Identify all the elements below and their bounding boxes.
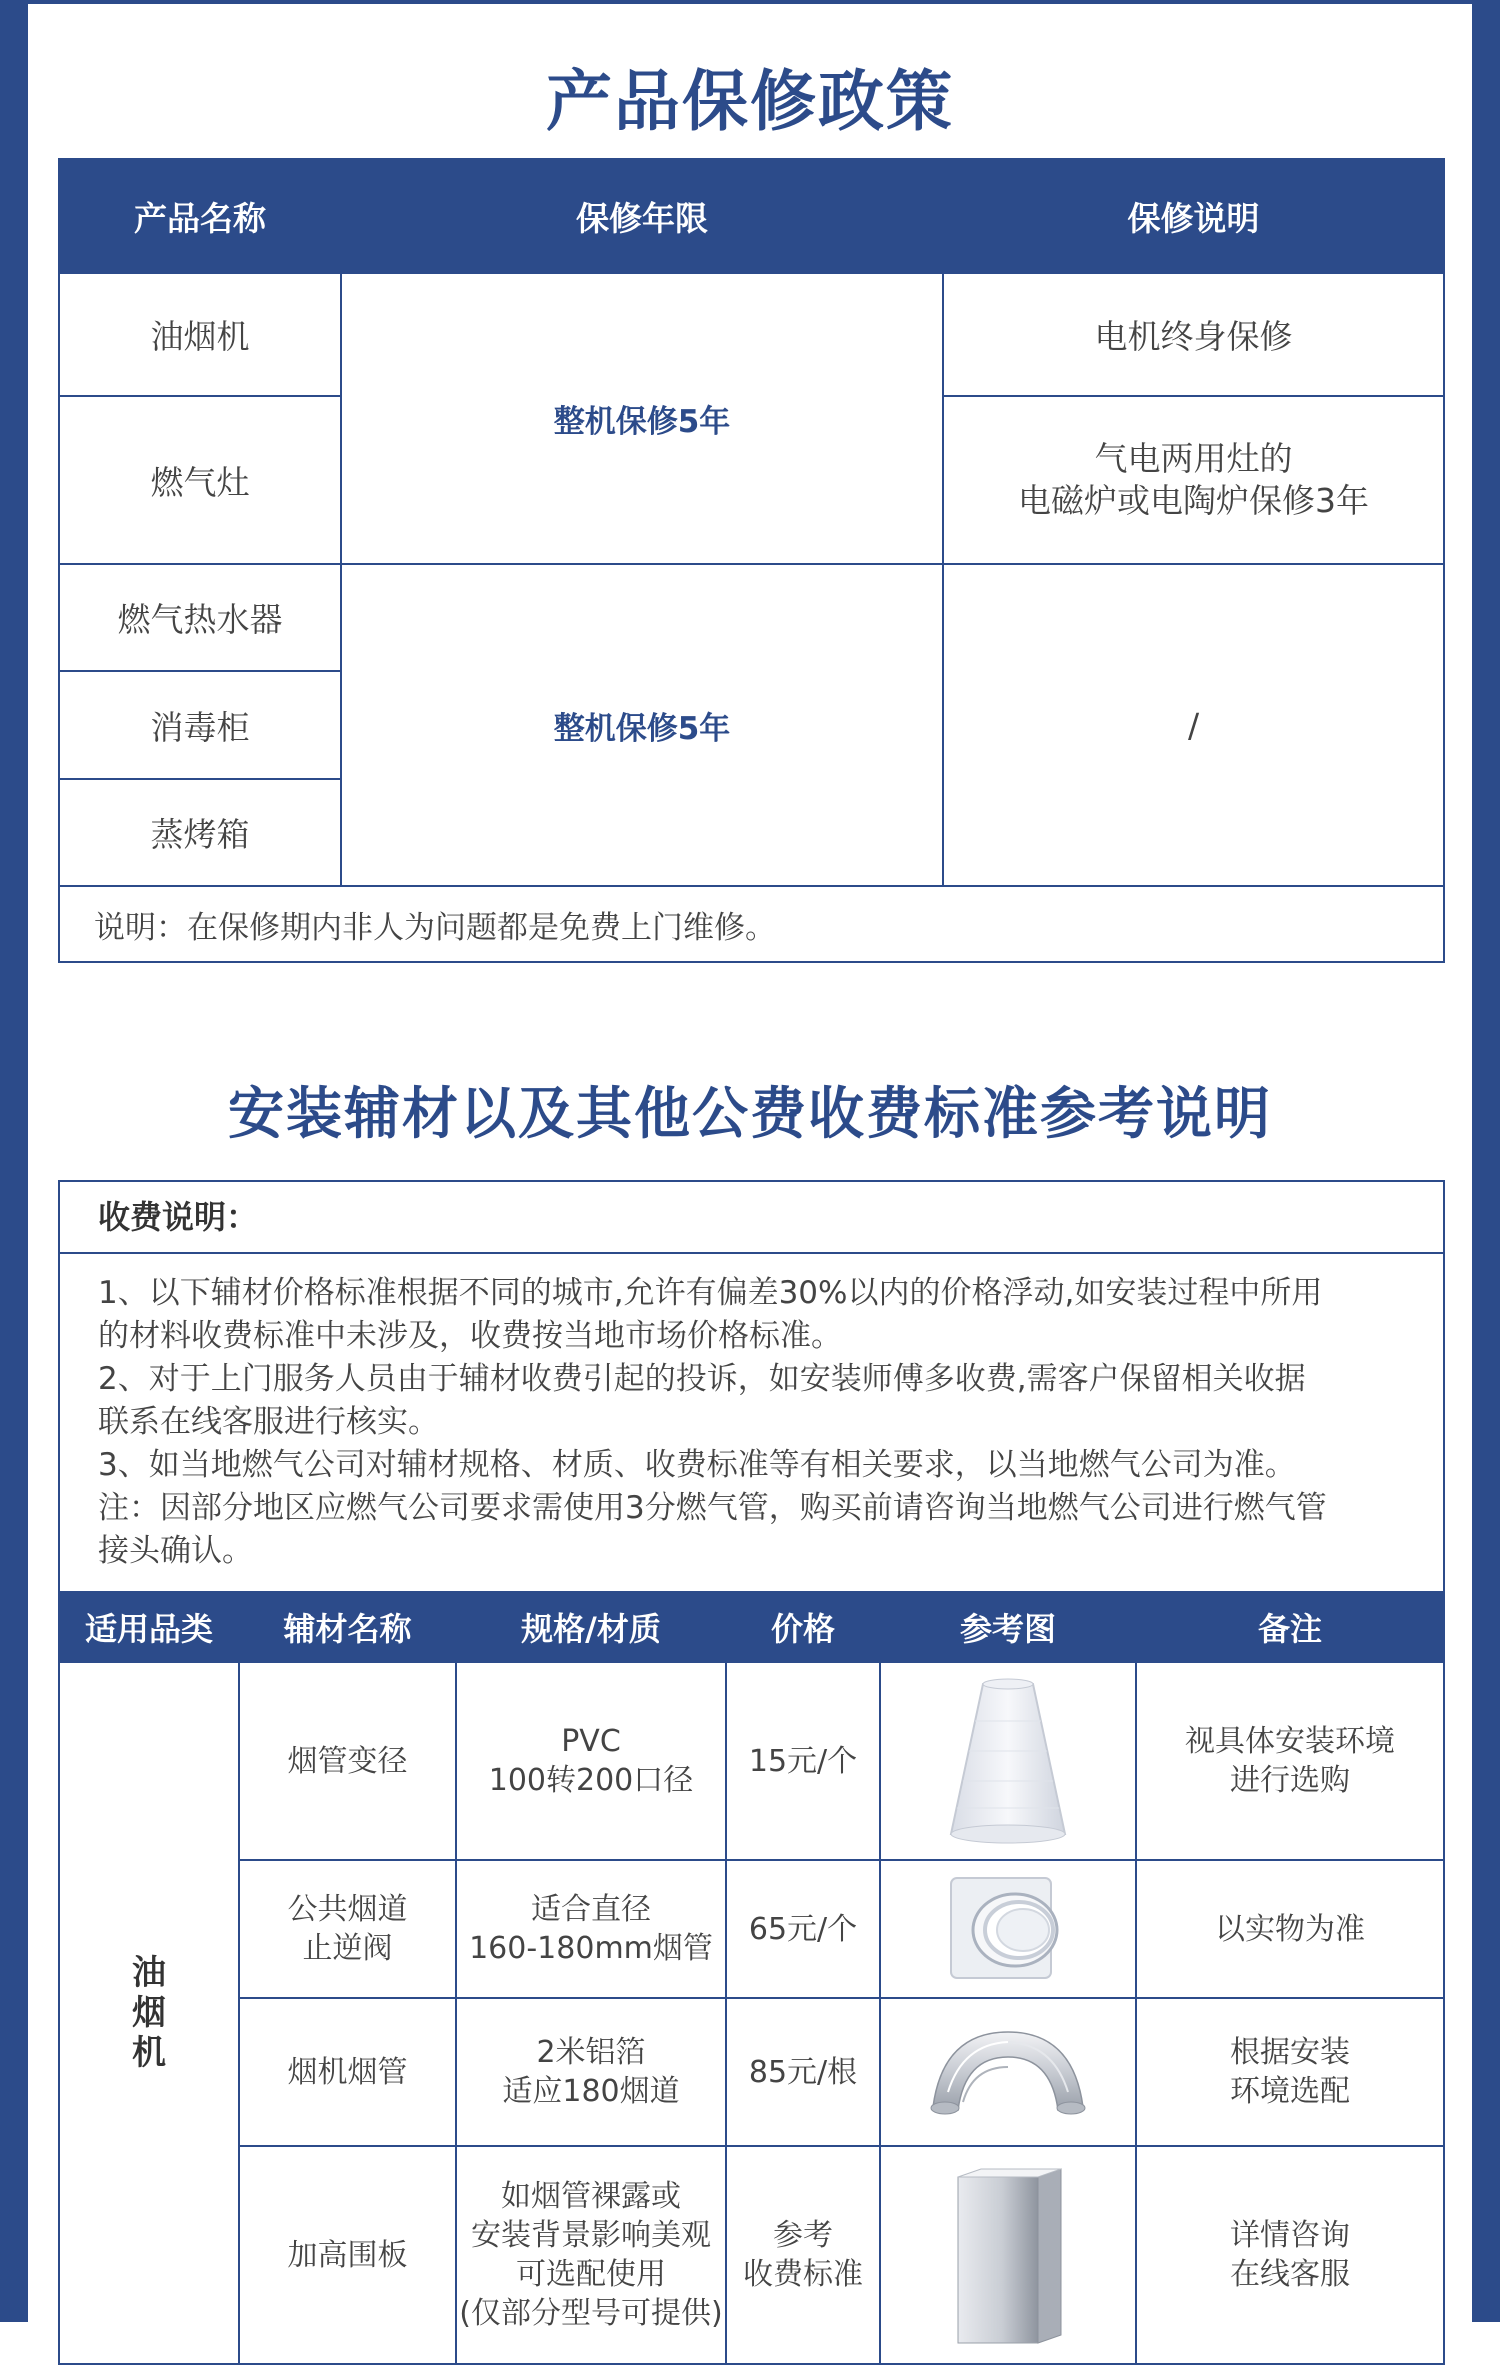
- note-stove-line1: 气电两用灶的: [1094, 439, 1293, 478]
- fees-desc-body: [59, 1253, 1444, 1592]
- cover-panel-icon: [943, 2165, 1073, 2345]
- material-name: 烟机烟管: [239, 1998, 456, 2146]
- material-spec: [456, 2146, 726, 2364]
- table-row: [59, 1662, 1444, 1860]
- header-spec: 规格/材质: [456, 1592, 726, 1662]
- note-gas-stove: [943, 396, 1444, 564]
- spec-line: 100转200口径: [488, 1763, 694, 1798]
- header-material-name: 辅材名称: [239, 1592, 456, 1662]
- remark-line: 根据安装: [1230, 2035, 1351, 2070]
- product-steam-oven: 蒸烤箱: [59, 779, 341, 886]
- fees-header-row: [59, 1592, 1444, 1662]
- price-line: 收费标准: [743, 2257, 863, 2292]
- remark-line: 视具体安装环境: [1185, 1724, 1396, 1759]
- material-remark: 以实物为准: [1136, 1860, 1444, 1998]
- category-char: 油: [132, 1953, 166, 1993]
- spec-line: 适应180烟道: [502, 2074, 680, 2109]
- material-price: [726, 2146, 880, 2364]
- material-remark: [1136, 1998, 1444, 2146]
- period-group1: 整机保修5年: [341, 273, 943, 564]
- material-price: 65元/个: [726, 1860, 880, 1998]
- product-gas-water-heater: 燃气热水器: [59, 564, 341, 671]
- spec-line: 160-180mm烟管: [469, 1931, 713, 1966]
- desc-line: 接头确认。: [98, 1533, 253, 1569]
- product-range-hood: 油烟机: [59, 273, 341, 396]
- material-price: 85元/根: [726, 1998, 880, 2146]
- cover-panel-image: [880, 2146, 1136, 2364]
- left-frame-border: [0, 0, 28, 2322]
- price-line: 参考: [773, 2218, 833, 2253]
- fees-desc-header-row: [59, 1181, 1444, 1253]
- warranty-footnote: 说明：在保修期内非人为问题都是免费上门维修。: [59, 886, 1444, 962]
- fees-table: [58, 1180, 1445, 2365]
- remark-line: 进行选购: [1230, 1763, 1351, 1798]
- category-char: 烟: [132, 1993, 166, 2033]
- category-range-hood: [59, 1662, 239, 2364]
- spec-line: 适合直径: [531, 1892, 651, 1927]
- aluminum-duct-image: [880, 1998, 1136, 2146]
- fees-desc-row: [59, 1253, 1444, 1592]
- header-price: 价格: [726, 1592, 880, 1662]
- fees-title: 安装辅材以及其他公费收费标准参考说明: [228, 1082, 1272, 1147]
- fees-desc-header: 收费说明：: [59, 1181, 1444, 1253]
- product-sterilizer: 消毒柜: [59, 671, 341, 779]
- table-row: [59, 886, 1444, 962]
- table-row: [59, 2146, 1444, 2364]
- header-warranty-period: 保修年限: [341, 159, 943, 273]
- material-name: 烟管变径: [239, 1662, 456, 1860]
- note-range-hood: 电机终身保修: [943, 273, 1444, 396]
- material-remark: [1136, 1662, 1444, 1860]
- category-char: 机: [132, 2033, 166, 2073]
- header-product-name: 产品名称: [59, 159, 341, 273]
- material-price: 15元/个: [726, 1662, 880, 1860]
- note-group2: /: [943, 564, 1444, 886]
- pvc-reducer-icon: [923, 1676, 1093, 1846]
- product-gas-stove: 燃气灶: [59, 396, 341, 564]
- warranty-title: 产品保修政策: [546, 63, 954, 140]
- material-spec: [456, 1998, 726, 2146]
- spec-line: 2米铝箔: [536, 2035, 646, 2070]
- aluminum-duct-icon: [923, 2022, 1093, 2122]
- spec-line: 如烟管裸露或: [501, 2179, 681, 2214]
- check-valve-image: [880, 1860, 1136, 1998]
- name-line: 止逆阀: [302, 1931, 393, 1966]
- spec-line: (仅部分型号可提供): [459, 2296, 723, 2331]
- table-row: [59, 1860, 1444, 1998]
- header-remark: 备注: [1136, 1592, 1444, 1662]
- desc-line: 2、对于上门服务人员由于辅材收费引起的投诉，如安装师傅多收费,需客户保留相关收据: [98, 1361, 1306, 1397]
- desc-line: 联系在线客服进行核实。: [98, 1404, 439, 1440]
- pvc-reducer-image: [880, 1662, 1136, 1860]
- material-spec: [456, 1860, 726, 1998]
- desc-line: 注：因部分地区应燃气公司要求需使用3分燃气管，购买前请咨询当地燃气公司进行燃气管: [98, 1490, 1327, 1526]
- remark-line: 环境选配: [1230, 2074, 1351, 2109]
- desc-line: 1、以下辅材价格标准根据不同的城市,允许有偏差30%以内的价格浮动,如安装过程中所用: [98, 1275, 1323, 1311]
- note-stove-line2: 电磁炉或电陶炉保修3年: [1018, 481, 1369, 520]
- material-name: 加高围板: [239, 2146, 456, 2364]
- table-row: [59, 564, 1444, 671]
- warranty-table: [58, 158, 1445, 963]
- header-warranty-note: 保修说明: [943, 159, 1444, 273]
- warranty-header-row: [59, 159, 1444, 273]
- material-remark: [1136, 2146, 1444, 2364]
- top-frame-border: [0, 0, 1500, 4]
- period-group2: 整机保修5年: [341, 564, 943, 886]
- name-line: 公共烟道: [287, 1892, 408, 1927]
- spec-line: 安装背景影响美观: [471, 2218, 711, 2253]
- spec-line: 可选配使用: [516, 2257, 666, 2292]
- table-row: [59, 273, 1444, 396]
- desc-line: 3、如当地燃气公司对辅材规格、材质、收费标准等有相关要求，以当地燃气公司为准。: [98, 1447, 1296, 1483]
- check-valve-icon: [943, 1872, 1073, 1987]
- remark-line: 在线客服: [1230, 2257, 1351, 2292]
- header-reference-image: 参考图: [880, 1592, 1136, 1662]
- right-frame-border: [1472, 0, 1500, 2322]
- header-category: 适用品类: [59, 1592, 239, 1662]
- spec-line: PVC: [561, 1724, 621, 1759]
- table-row: [59, 1998, 1444, 2146]
- remark-line: 详情咨询: [1230, 2218, 1351, 2253]
- desc-line: 的材料收费标准中未涉及，收费按当地市场价格标准。: [98, 1318, 842, 1354]
- material-name: [239, 1860, 456, 1998]
- material-spec: [456, 1662, 726, 1860]
